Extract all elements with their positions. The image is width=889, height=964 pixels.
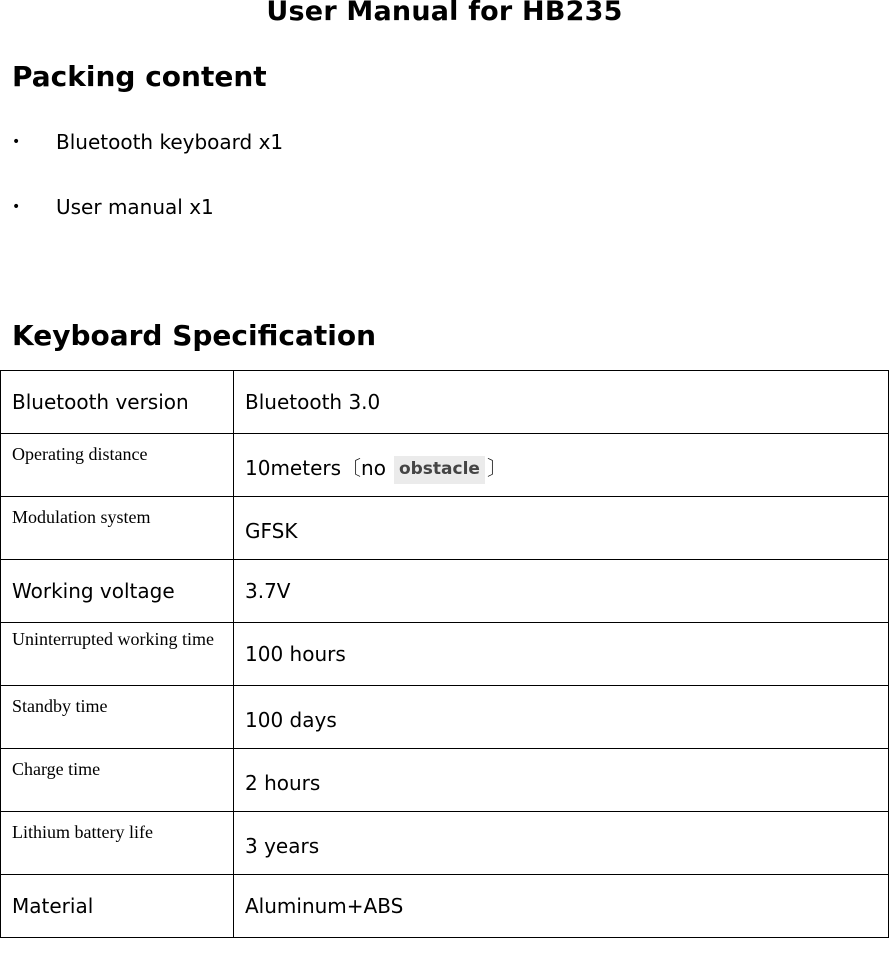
obstacle-badge: obstacle <box>394 456 485 484</box>
spec-value <box>234 434 889 497</box>
table-row <box>1 749 889 812</box>
list-item <box>12 195 214 219</box>
spec-value: 3.7V <box>234 560 889 623</box>
table-row <box>1 371 889 434</box>
spec-label: Working voltage <box>1 560 234 623</box>
table-row <box>1 812 889 875</box>
keyboard-specification-heading: Keyboard Specification <box>12 319 377 352</box>
spec-label: Material <box>1 875 234 938</box>
spec-value: GFSK <box>234 497 889 560</box>
specification-table <box>0 370 889 938</box>
table-row <box>1 623 889 686</box>
spec-label: Operating distance <box>1 434 234 497</box>
spec-value-suffix: 〕 <box>486 456 507 481</box>
spec-value: 3 years <box>234 812 889 875</box>
spec-value: 100 hours <box>234 623 889 686</box>
table-row <box>1 434 889 497</box>
bullet-icon: • <box>12 199 21 215</box>
spec-label: Modulation system <box>1 497 234 560</box>
table-row <box>1 875 889 938</box>
spec-value: Bluetooth 3.0 <box>234 371 889 434</box>
list-item <box>12 130 283 154</box>
list-item-text: User manual x1 <box>56 195 214 219</box>
spec-value-text: 10meters〔no <box>245 456 386 481</box>
bullet-icon: • <box>12 134 21 150</box>
table-row <box>1 560 889 623</box>
spec-value: 2 hours <box>234 749 889 812</box>
table-row <box>1 686 889 749</box>
packing-content-heading: Packing content <box>12 60 267 93</box>
spec-label: Lithium battery life <box>1 812 234 875</box>
list-item-text: Bluetooth keyboard x1 <box>56 130 284 154</box>
spec-label: Standby time <box>1 686 234 749</box>
spec-label: Charge time <box>1 749 234 812</box>
spec-value: Aluminum+ABS <box>234 875 889 938</box>
spec-value: 100 days <box>234 686 889 749</box>
spec-label: Uninterrupted working time <box>1 623 234 686</box>
spec-label: Bluetooth version <box>1 371 234 434</box>
document-title: User Manual for HB235 <box>266 0 623 27</box>
table-row <box>1 497 889 560</box>
